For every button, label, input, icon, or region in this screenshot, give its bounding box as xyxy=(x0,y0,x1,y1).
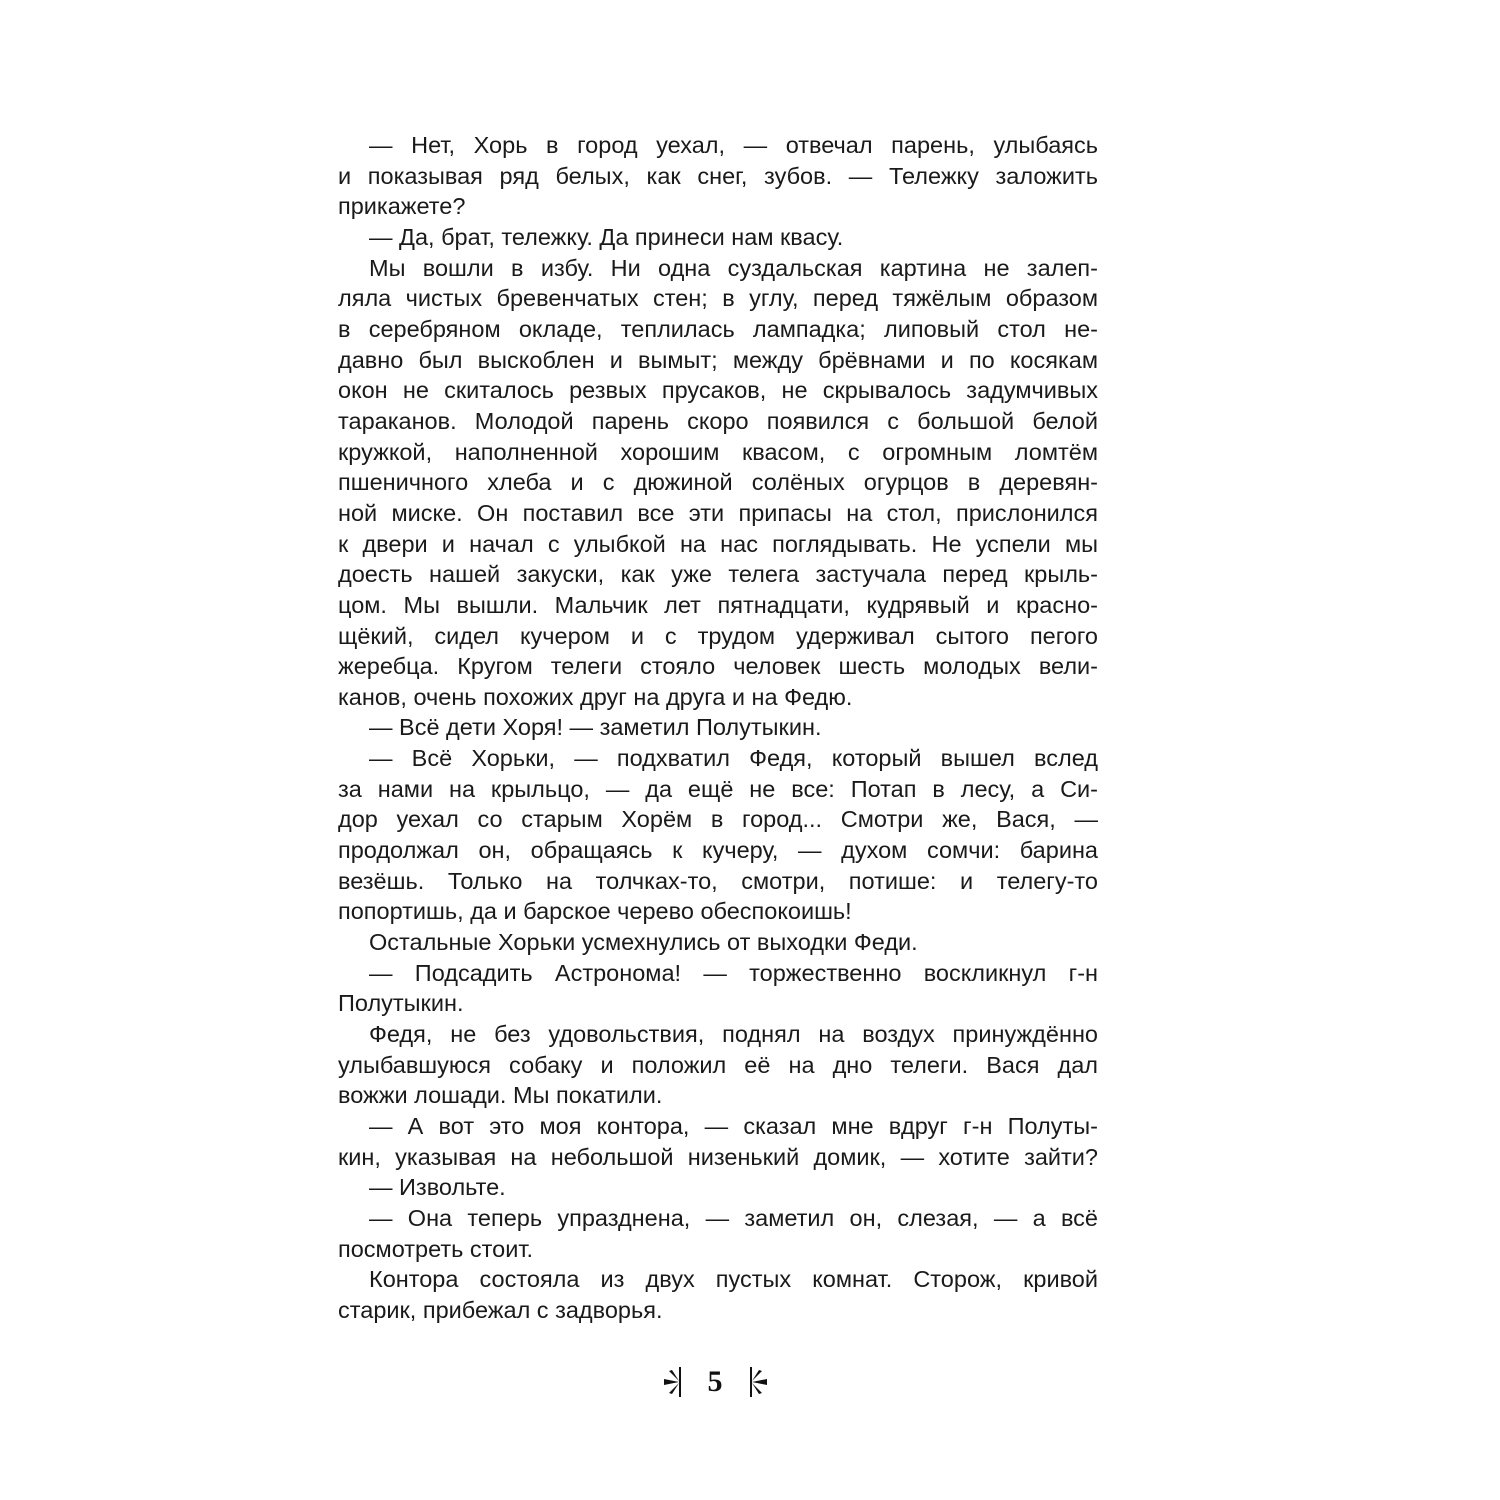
text-line: улыбавшуюся собаку и положил её на дно телеги. Вася дал xyxy=(338,1051,1098,1078)
text-line: щёкий, сидел кучером и с трудом удерживал сытого пегого xyxy=(338,622,1098,649)
text-line: ной миске. Он поставил все эти припасы на стол, прислонился xyxy=(338,499,1098,526)
text-line: Федя, не без удовольствия, поднял на воздух принуждённо xyxy=(369,1021,1098,1048)
body-text xyxy=(338,130,1098,1326)
text-line: доесть нашей закуски, как уже телега застучала перед крыль- xyxy=(338,561,1098,588)
text-line: тараканов. Молодой парень скоро появился с большой белой xyxy=(338,407,1098,434)
text-line: посмотреть стоит. xyxy=(338,1235,534,1262)
text-line: Контора состояла из двух пустых комнат. Сторож, кривой xyxy=(369,1266,1098,1293)
text-line: Остальные Хорьки усмехнулись от выходки Феди. xyxy=(369,929,918,956)
text-line: попортишь, да и барское черево обеспокоишь! xyxy=(338,898,852,925)
right-ornament-icon xyxy=(745,1365,771,1399)
text-line: Полутыкин. xyxy=(338,990,464,1017)
text-line: — Извольте. xyxy=(369,1174,506,1201)
text-line: дор уехал со старым Хорём в город... Смотри же, Вася, — xyxy=(338,806,1098,833)
text-line: кин, указывая на небольшой низенький домик, — хотите зайти? xyxy=(338,1143,1098,1170)
text-line: жеребца. Кругом телеги стояло человек шесть молодых вели- xyxy=(338,653,1098,680)
left-ornament-icon xyxy=(660,1365,686,1399)
text-line: пшеничного хлеба и с дюжиной солёных огурцов в деревян- xyxy=(338,469,1098,496)
text-line: канов, очень похожих друг на друга и на Федю. xyxy=(338,683,853,710)
text-line: и показывая ряд белых, как снег, зубов. — Тележку заложить xyxy=(338,162,1098,189)
text-line: — Подсадить Астронома! — торжественно воскликнул г-н xyxy=(369,959,1098,986)
text-line: продолжал он, обращаясь к кучеру, — духом сомчи: барина xyxy=(338,837,1098,864)
text-line: за нами на крыльцо, — да ещё не все: Потап в лесу, а Си- xyxy=(338,775,1098,802)
text-line: вожжи лошади. Мы покатили. xyxy=(338,1082,663,1109)
text-line: окон не скиталось резвых прусаков, не скрывалось задумчивых xyxy=(338,377,1098,404)
text-line: Мы вошли в избу. Ни одна суздальская картина не залеп- xyxy=(369,254,1098,281)
text-line: старик, прибежал с задворья. xyxy=(338,1296,663,1323)
text-line: прикажете? xyxy=(338,193,466,220)
text-line: — Да, брат, тележку. Да принеси нам квасу. xyxy=(369,223,844,250)
text-line: в серебряном окладе, теплилась лампадка; липовый стол не- xyxy=(338,315,1098,342)
text-line: везёшь. Только на толчках-то, смотри, потише: и телегу-то xyxy=(338,867,1098,894)
text-line: кружкой, наполненной хорошим квасом, с огромным ломтём xyxy=(338,438,1098,465)
text-line: ляла чистых бревенчатых стен; в углу, перед тяжёлым образом xyxy=(338,285,1098,312)
text-line: — Всё дети Хоря! — заметил Полутыкин. xyxy=(369,714,822,741)
text-line: к двери и начал с улыбкой на нас поглядывать. Не успели мы xyxy=(338,530,1098,557)
page-footer xyxy=(0,1365,1430,1399)
text-line: — Она теперь упразднена, — заметил он, слезая, — а всё xyxy=(369,1204,1098,1231)
page-number: 5 xyxy=(707,1365,723,1398)
text-line: цом. Мы вышли. Мальчик лет пятнадцати, кудрявый и красно- xyxy=(338,591,1098,618)
text-line: давно был выскоблен и вымыт; между брёвнами и по косякам xyxy=(338,346,1098,373)
text-line: — Всё Хорьки, — подхватил Федя, который вышел вслед xyxy=(369,745,1098,772)
text-line: — А вот это моя контора, — сказал мне вдруг г-н Полуты- xyxy=(369,1113,1098,1139)
text-line: — Нет, Хорь в город уехал, — отвечал парень, улыбаясь xyxy=(369,132,1098,158)
